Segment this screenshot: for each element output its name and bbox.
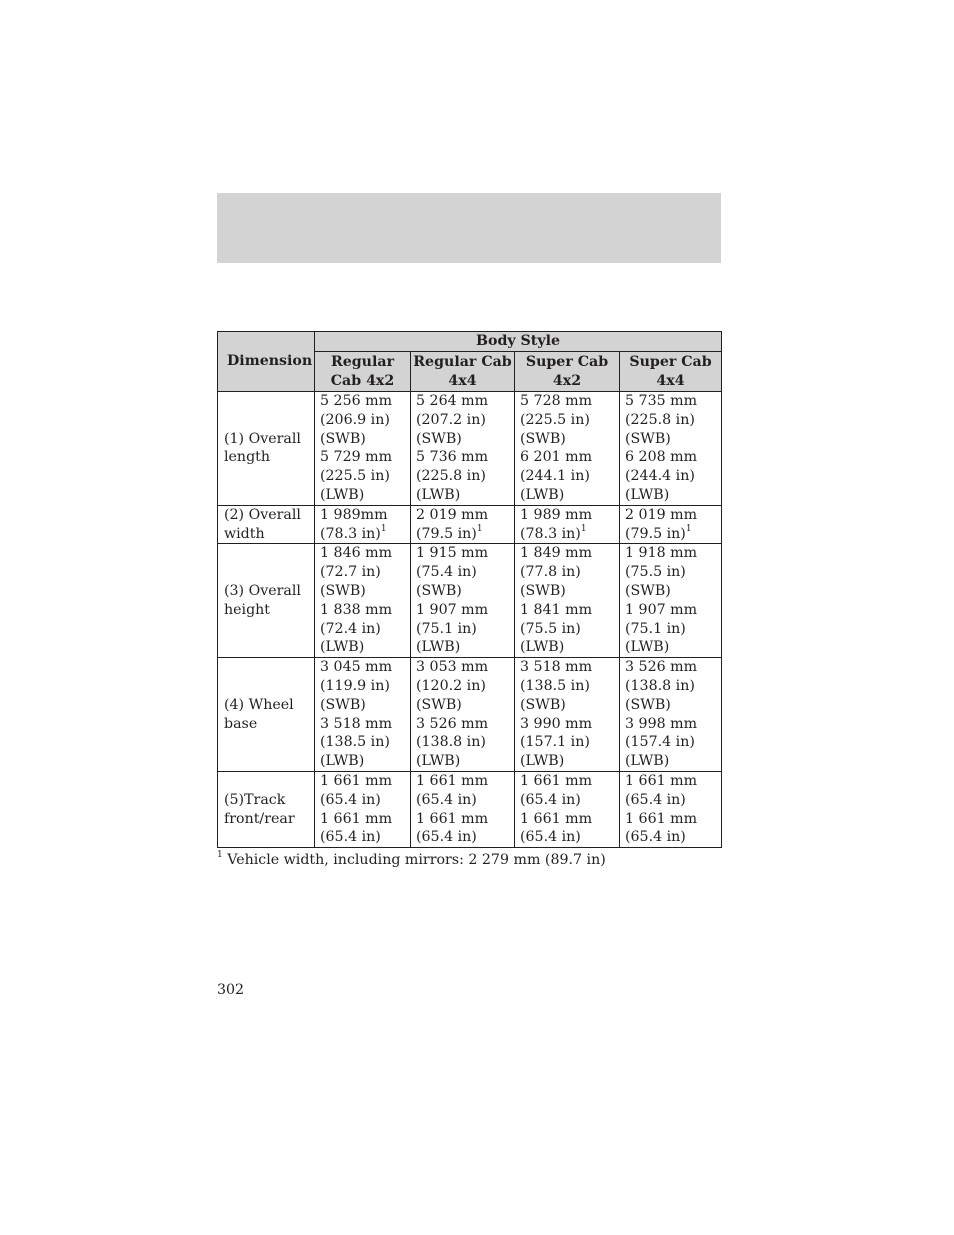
- cell-text: (72.4 in): [320, 620, 381, 637]
- cell-value: [416, 620, 510, 639]
- cell-value: [320, 486, 406, 505]
- cell-value: [520, 467, 615, 486]
- cell-value: [520, 544, 615, 563]
- table-row: [218, 771, 722, 847]
- column-header-line: 4x4: [448, 372, 477, 389]
- dimension-label: [218, 505, 315, 544]
- cell-value: [520, 525, 615, 544]
- cell-value: [416, 828, 510, 847]
- cell-text: (LWB): [416, 753, 461, 770]
- cell-text: (225.8 in): [625, 411, 695, 428]
- cell-value: [625, 658, 717, 677]
- cell-value: [320, 638, 406, 657]
- cell-text: (75.5 in): [520, 620, 581, 637]
- cell-value: [625, 772, 717, 791]
- cell-value: [520, 582, 615, 601]
- cell-text: (75.1 in): [416, 620, 477, 637]
- cell-text: 1 661 mm: [416, 772, 489, 789]
- cell-value: [520, 620, 615, 639]
- cell-text: (79.5 in): [416, 525, 477, 542]
- cell-text: 3 053 mm: [416, 659, 489, 676]
- dimension-label: [218, 658, 315, 772]
- cell-text: (LWB): [625, 486, 670, 503]
- cell-value: [520, 486, 615, 505]
- footnote-text: Vehicle width, including mirrors: 2 279 mm (89.7 in): [227, 852, 606, 868]
- cell-value: [520, 638, 615, 657]
- cell-text: (65.4 in): [416, 829, 477, 846]
- cell-text: (SWB): [520, 696, 566, 713]
- cell-text: (LWB): [520, 639, 565, 656]
- cell-text: 1 907 mm: [625, 601, 698, 618]
- table-cell: [620, 771, 722, 847]
- column-header: [411, 352, 515, 392]
- cell-text: 3 045 mm: [320, 659, 393, 676]
- cell-text: (SWB): [416, 696, 462, 713]
- cell-value: [625, 828, 717, 847]
- cell-value: [416, 677, 510, 696]
- cell-text: 1 661 mm: [625, 810, 698, 827]
- cell-text: (SWB): [625, 582, 671, 599]
- cell-value: [416, 582, 510, 601]
- cell-text: (LWB): [625, 639, 670, 656]
- dimension-label-line: front/rear: [224, 810, 295, 827]
- cell-text: 5 728 mm: [520, 393, 593, 409]
- page-number: 302: [217, 982, 245, 998]
- footnote-marker: 1: [217, 850, 223, 861]
- cell-value: [625, 582, 717, 601]
- cell-text: (77.8 in): [520, 564, 581, 581]
- cell-value: [416, 467, 510, 486]
- table-cell: [315, 658, 411, 772]
- cell-value: [625, 733, 717, 752]
- cell-text: (LWB): [320, 639, 365, 656]
- cell-text: (206.9 in): [320, 411, 390, 428]
- column-header-line: Regular: [330, 353, 395, 370]
- cell-value: [320, 810, 406, 829]
- cell-text: (65.4 in): [520, 791, 581, 808]
- cell-value: [520, 791, 615, 810]
- dimension-label-line: height: [224, 601, 270, 618]
- cell-text: (119.9 in): [320, 677, 390, 694]
- cell-text: (LWB): [320, 753, 365, 770]
- cell-value: [416, 810, 510, 829]
- cell-value: [520, 392, 615, 411]
- cell-text: (LWB): [320, 486, 365, 503]
- cell-text: 3 990 mm: [520, 715, 593, 732]
- cell-value: [520, 677, 615, 696]
- cell-text: (SWB): [320, 696, 366, 713]
- cell-text: (LWB): [625, 753, 670, 770]
- cell-text: (65.4 in): [625, 791, 686, 808]
- cell-text: 1 989 mm: [520, 506, 593, 523]
- cell-value: [320, 791, 406, 810]
- cell-text: (75.4 in): [416, 564, 477, 581]
- cell-text: 1 661 mm: [520, 810, 593, 827]
- cell-text: (225.5 in): [520, 411, 590, 428]
- cell-text: (138.5 in): [320, 734, 390, 751]
- cell-value: [416, 525, 510, 544]
- cell-value: [625, 791, 717, 810]
- table-cell: [411, 392, 515, 506]
- cell-value: [520, 563, 615, 582]
- cell-value: [625, 411, 717, 430]
- cell-value: [520, 430, 615, 449]
- cell-value: [416, 733, 510, 752]
- cell-value: [320, 696, 406, 715]
- cell-text: 1 989mm: [320, 506, 388, 523]
- cell-value: [625, 677, 717, 696]
- cell-value: [625, 810, 717, 829]
- cell-value: [625, 506, 717, 525]
- footnote: [217, 851, 606, 869]
- cell-text: (138.8 in): [416, 734, 486, 751]
- cell-value: [625, 430, 717, 449]
- cell-text: (LWB): [416, 639, 461, 656]
- cell-text: (138.8 in): [625, 677, 695, 694]
- cell-text: (SWB): [320, 582, 366, 599]
- cell-text: (75.1 in): [625, 620, 686, 637]
- dimension-label: [218, 544, 315, 658]
- cell-text: (120.2 in): [416, 677, 486, 694]
- cell-text: 1 915 mm: [416, 545, 489, 562]
- cell-text: (225.5 in): [320, 468, 390, 485]
- cell-value: [625, 525, 717, 544]
- cell-value: [520, 828, 615, 847]
- table-cell: [315, 392, 411, 506]
- cell-value: [625, 544, 717, 563]
- column-header-line: Regular Cab: [413, 353, 512, 370]
- cell-value: [320, 411, 406, 430]
- cell-value: [520, 411, 615, 430]
- cell-text: (LWB): [520, 753, 565, 770]
- cell-value: [320, 601, 406, 620]
- cell-text: 1 907 mm: [416, 601, 489, 618]
- cell-text: (207.2 in): [416, 411, 486, 428]
- footnote-reference: 1: [476, 523, 483, 534]
- cell-text: 3 518 mm: [320, 715, 393, 732]
- cell-value: [625, 448, 717, 467]
- cell-value: [625, 638, 717, 657]
- cell-text: 3 526 mm: [625, 659, 698, 676]
- cell-value: [520, 772, 615, 791]
- cell-value: [416, 430, 510, 449]
- cell-text: (75.5 in): [625, 564, 686, 581]
- cell-value: [320, 658, 406, 677]
- cell-value: [520, 658, 615, 677]
- table-cell: [515, 658, 620, 772]
- cell-text: 5 735 mm: [625, 393, 698, 409]
- cell-text: 3 998 mm: [625, 715, 698, 732]
- dimension-header: Dimension: [218, 332, 315, 392]
- table-cell: [411, 771, 515, 847]
- cell-value: [320, 582, 406, 601]
- cell-text: 2 019 mm: [416, 506, 489, 523]
- table-cell: [620, 544, 722, 658]
- cell-value: [625, 486, 717, 505]
- table-cell: [411, 658, 515, 772]
- cell-text: (65.4 in): [320, 829, 381, 846]
- cell-text: 1 841 mm: [520, 601, 593, 618]
- cell-value: [320, 506, 406, 525]
- cell-text: 6 208 mm: [625, 449, 698, 466]
- cell-text: (79.5 in): [625, 525, 686, 542]
- cell-value: [320, 772, 406, 791]
- column-header: [515, 352, 620, 392]
- cell-value: [625, 715, 717, 734]
- cell-value: [416, 791, 510, 810]
- table-row: [218, 505, 722, 544]
- cell-text: 5 256 mm: [320, 393, 393, 409]
- table-cell: [620, 658, 722, 772]
- table-cell: [315, 505, 411, 544]
- cell-text: (138.5 in): [520, 677, 590, 694]
- dimension-label-line: (2) Overall: [224, 506, 301, 523]
- cell-text: 1 849 mm: [520, 545, 593, 562]
- cell-text: 2 019 mm: [625, 506, 698, 523]
- table-row: [218, 544, 722, 658]
- cell-value: [320, 563, 406, 582]
- column-header-line: 4x2: [552, 372, 582, 389]
- cell-value: [416, 411, 510, 430]
- cell-value: [320, 620, 406, 639]
- table-cell: [515, 544, 620, 658]
- table-cell: [620, 392, 722, 506]
- cell-value: [625, 752, 717, 771]
- column-header-line: Super Cab: [629, 353, 712, 370]
- cell-value: [320, 467, 406, 486]
- cell-text: 1 661 mm: [416, 810, 489, 827]
- cell-value: [320, 544, 406, 563]
- cell-value: [320, 828, 406, 847]
- cell-value: [520, 810, 615, 829]
- body-style-header: Body Style: [315, 332, 722, 352]
- cell-value: [320, 677, 406, 696]
- dimension-label-line: length: [224, 449, 270, 466]
- cell-value: [625, 620, 717, 639]
- cell-text: 1 838 mm: [320, 601, 393, 618]
- cell-text: (SWB): [416, 430, 462, 447]
- cell-value: [416, 486, 510, 505]
- cell-text: (SWB): [625, 696, 671, 713]
- column-header: [315, 352, 411, 392]
- cell-text: 1 661 mm: [520, 772, 593, 789]
- cell-text: (65.4 in): [520, 829, 581, 846]
- table-cell: [411, 544, 515, 658]
- cell-value: [416, 658, 510, 677]
- cell-text: (78.3 in): [320, 525, 381, 542]
- dimension-label-line: (3) Overall: [224, 582, 301, 599]
- cell-value: [520, 601, 615, 620]
- table-cell: [515, 505, 620, 544]
- cell-value: [625, 467, 717, 486]
- cell-text: (65.4 in): [625, 829, 686, 846]
- cell-value: [520, 696, 615, 715]
- column-header-line: Cab 4x2: [330, 372, 395, 389]
- dimension-label-line: (1) Overall: [224, 430, 301, 447]
- cell-text: (SWB): [520, 430, 566, 447]
- dimensions-table: [217, 331, 722, 848]
- cell-value: [416, 544, 510, 563]
- column-header-line: Super Cab: [525, 353, 609, 370]
- cell-text: (SWB): [520, 582, 566, 599]
- cell-text: (78.3 in): [520, 525, 581, 542]
- cell-value: [520, 448, 615, 467]
- cell-text: 5 729 mm: [320, 449, 393, 466]
- cell-value: [520, 506, 615, 525]
- cell-text: (157.1 in): [520, 734, 590, 751]
- dimension-label-line: width: [224, 525, 265, 542]
- table-cell: [515, 771, 620, 847]
- cell-value: [320, 430, 406, 449]
- cell-text: (72.7 in): [320, 564, 381, 581]
- cell-text: 1 661 mm: [320, 772, 393, 789]
- cell-value: [416, 448, 510, 467]
- cell-text: (SWB): [320, 430, 366, 447]
- cell-value: [416, 601, 510, 620]
- cell-text: (157.4 in): [625, 734, 695, 751]
- table-cell: [315, 544, 411, 658]
- cell-text: 1 846 mm: [320, 545, 393, 562]
- cell-value: [416, 638, 510, 657]
- footnote-reference: 1: [580, 523, 587, 534]
- cell-value: [320, 752, 406, 771]
- cell-text: 3 526 mm: [416, 715, 489, 732]
- footnote-reference: 1: [685, 523, 692, 534]
- cell-value: [520, 733, 615, 752]
- cell-value: [416, 715, 510, 734]
- cell-text: (225.8 in): [416, 468, 486, 485]
- table-row: [218, 658, 722, 772]
- cell-text: 5 264 mm: [416, 393, 489, 409]
- table-cell: [620, 505, 722, 544]
- cell-text: 1 661 mm: [320, 810, 393, 827]
- cell-text: (65.4 in): [320, 791, 381, 808]
- cell-value: [625, 601, 717, 620]
- cell-value: [416, 752, 510, 771]
- cell-value: [320, 733, 406, 752]
- table-cell: [515, 392, 620, 506]
- footnote-reference: 1: [380, 523, 387, 534]
- table-cell: [315, 771, 411, 847]
- dimension-label-line: base: [224, 715, 258, 732]
- column-header-line: 4x4: [656, 372, 685, 389]
- table-row: [218, 392, 722, 506]
- dimension-label: [218, 392, 315, 506]
- cell-text: 5 736 mm: [416, 449, 489, 466]
- dimension-label-line: (5)Track: [224, 791, 286, 808]
- cell-value: [320, 448, 406, 467]
- cell-value: [520, 752, 615, 771]
- cell-text: (SWB): [625, 430, 671, 447]
- cell-value: [416, 772, 510, 791]
- cell-value: [625, 696, 717, 715]
- cell-value: [416, 696, 510, 715]
- cell-text: 6 201 mm: [520, 449, 593, 466]
- cell-value: [416, 563, 510, 582]
- cell-text: (SWB): [416, 582, 462, 599]
- cell-value: [320, 525, 406, 544]
- dimension-label: [218, 771, 315, 847]
- cell-value: [320, 392, 406, 411]
- cell-text: (LWB): [520, 486, 565, 503]
- cell-text: (65.4 in): [416, 791, 477, 808]
- section-header-band: [217, 193, 721, 263]
- dimension-label-line: (4) Wheel: [224, 696, 294, 713]
- cell-value: [416, 392, 510, 411]
- cell-text: 3 518 mm: [520, 659, 593, 676]
- column-header: [620, 352, 722, 392]
- table-cell: [411, 505, 515, 544]
- cell-text: 1 918 mm: [625, 545, 698, 562]
- cell-text: 1 661 mm: [625, 772, 698, 789]
- cell-value: [320, 715, 406, 734]
- cell-text: (LWB): [416, 486, 461, 503]
- cell-value: [625, 563, 717, 582]
- cell-text: (244.4 in): [625, 468, 695, 485]
- cell-value: [520, 715, 615, 734]
- cell-value: [625, 392, 717, 411]
- cell-text: (244.1 in): [520, 468, 590, 485]
- cell-value: [416, 506, 510, 525]
